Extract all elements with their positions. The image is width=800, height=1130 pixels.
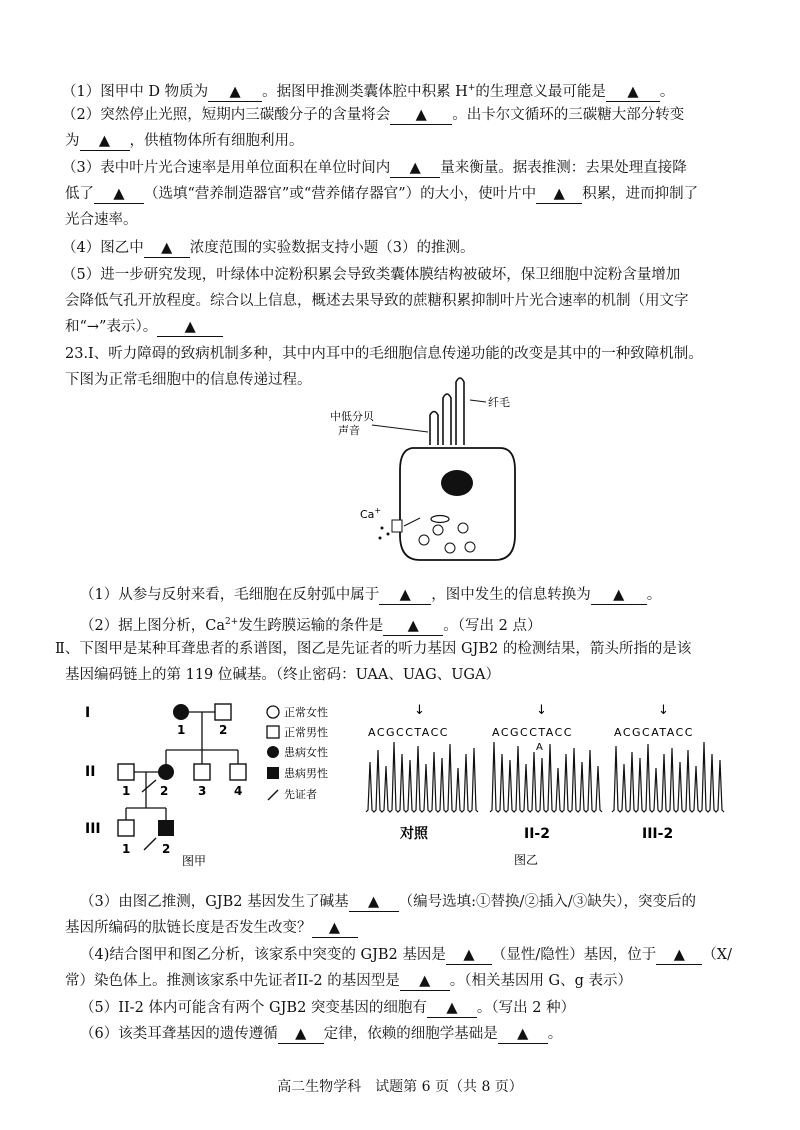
sequencing-figure bbox=[362, 700, 762, 870]
chromatogram-iii2 bbox=[612, 742, 724, 812]
gen-label-1: I bbox=[85, 705, 91, 721]
legend-normal-male: 正常男性 bbox=[284, 726, 328, 739]
answer-blank[interactable]: ▲ bbox=[312, 919, 358, 938]
q22-s3-line3: 光合速率。 bbox=[65, 212, 138, 228]
cilium-1 bbox=[430, 412, 438, 446]
nucleus bbox=[441, 470, 473, 496]
q23-s2: （2）据上图分析，$Ca^{2+}$发生跨膜运输的条件是 ▲ 。（写出 2 点） bbox=[80, 617, 542, 634]
q22-s1: （1）图甲中 D 物质为 ▲ 。据图甲推测类囊体腔中积累 H+的生理意义最可能是 ▲ 。 bbox=[62, 83, 675, 100]
label-cilia: 纤毛 bbox=[488, 396, 510, 409]
answer-blank[interactable]: ▲ bbox=[349, 893, 399, 912]
answer-blank[interactable]: ▲ bbox=[157, 318, 223, 337]
q22-s3-line1: （3）表中叶片光合速率是用单位面积在单位时间内 ▲ 量来衡量。据表推测：去果处理直接降 bbox=[62, 160, 687, 176]
ii1-normal-male bbox=[118, 764, 134, 780]
i1-affected-female bbox=[173, 704, 189, 720]
answer-blank[interactable]: ▲ bbox=[80, 132, 130, 151]
q23-part2-intro-line2: 基因编码链上的第 119 位碱基。（终止密码：UAA、UAG、UGA） bbox=[65, 667, 500, 683]
ii3-normal-male bbox=[194, 764, 210, 780]
ca-ion bbox=[381, 527, 384, 530]
answer-blank[interactable]: ▲ bbox=[400, 972, 450, 991]
q23-s6: （6）该类耳聋基因的遗传遵循 ▲ 定律，依赖的细胞学基础是 ▲ 。 bbox=[80, 1026, 563, 1042]
answer-blank[interactable]: ▲ bbox=[427, 999, 477, 1018]
q23-intro-line1: 23.Ⅰ、听力障碍的致病机制多种，其中内耳中的毛细胞信息传递功能的改变是其中的一种致障机制。 bbox=[65, 346, 703, 362]
ca-ion bbox=[379, 537, 382, 540]
answer-blank[interactable]: ▲ bbox=[498, 1025, 548, 1044]
answer-blank[interactable]: ▲ bbox=[606, 83, 660, 102]
proband-arrow-ii2 bbox=[142, 780, 156, 792]
legend-affected-female-symbol bbox=[267, 746, 279, 758]
gen-label-3: III bbox=[85, 821, 101, 837]
q23-s1: （1）从参与反射来看，毛细胞在反射弧中属于 ▲ ，图中发生的信息转换为 ▲ 。 bbox=[80, 587, 662, 603]
chromatogram-ii2 bbox=[490, 742, 602, 812]
page-footer: 高二生物学科 试题第 6 页（共 8 页） bbox=[277, 1079, 523, 1095]
q22-s5-line3: 和“→”表示）。 ▲ bbox=[65, 315, 755, 340]
answer-blank[interactable]: ▲ bbox=[446, 946, 492, 965]
pedigree-caption: 图甲 bbox=[182, 854, 207, 868]
label-control: 对照 bbox=[400, 826, 428, 842]
arrow-iii2: ↓ bbox=[658, 703, 669, 718]
label-iii2: III-2 bbox=[642, 826, 674, 842]
seq-control: ACGCCTACC bbox=[368, 726, 449, 739]
q23-s4-line1: （4)结合图甲和图乙分析，该家系中突变的 GJB2 基因是 ▲ （显性/隐性）基因，位于 ▲ （X/ bbox=[80, 947, 732, 963]
q22-s2-line1: （2）突然停止光照，短期内三碳酸分子的含量将会 ▲ 。出卡尔文循环的三碳糖大部分转变 bbox=[62, 107, 685, 123]
seq-ii2-extra-base: A bbox=[536, 742, 543, 753]
answer-blank[interactable]: ▲ bbox=[536, 185, 582, 204]
legend-affected-male-symbol bbox=[267, 767, 279, 779]
i2-number: 2 bbox=[219, 723, 228, 737]
legend-affected-male: 患病男性 bbox=[284, 767, 328, 780]
legend-affected-female: 患病女性 bbox=[284, 746, 328, 759]
q23-s3-line2: 基因所编码的肽链长度是否发生改变？ ▲ bbox=[65, 916, 755, 941]
chromatogram-control bbox=[366, 742, 478, 812]
iii1-number: 1 bbox=[122, 842, 131, 856]
arrow-ii2: ↓ bbox=[536, 703, 547, 718]
ii2-affected-female bbox=[158, 764, 174, 780]
i2-normal-male bbox=[215, 704, 231, 720]
q22-s5-line1: （5）进一步研究发现，叶绿体中淀粉积累会导致类囊体膜结构被破坏，保卫细胞中淀粉含量增加 bbox=[62, 267, 681, 283]
trace-control bbox=[366, 703, 478, 842]
pedigree-figure bbox=[80, 690, 370, 870]
legend-normal-female: 正常女性 bbox=[284, 706, 328, 719]
q23-part2-intro-line1: Ⅱ、下图甲是某种耳聋患者的系谱图，图乙是先证者的听力基因 GJB2 的检测结果，箭头所指的是该 bbox=[55, 641, 692, 657]
seq-ii2: ACGCCTACC bbox=[492, 726, 573, 739]
ii4-normal-male bbox=[230, 764, 246, 780]
trace-ii2 bbox=[490, 703, 602, 842]
legend-normal-female-symbol bbox=[267, 706, 279, 718]
legend-proband-symbol bbox=[268, 790, 278, 800]
q23-s4-line2: 常）染色体上。推测该家系中先证者II-2 的基因型是 ▲ 。（相关基因用 G、g 表示） bbox=[65, 973, 633, 989]
q23-intro-line2: 下图为正常毛细胞中的信息传递过程。 bbox=[65, 372, 312, 388]
q22-s3-line2: 低了 ▲ （选填“营养制造器官”或“营养储存器官”）的大小，使叶片中 ▲ 积累，进而抑制了 bbox=[65, 186, 699, 202]
ii1-number: 1 bbox=[122, 784, 131, 798]
cilium-2 bbox=[443, 394, 451, 445]
answer-blank[interactable]: ▲ bbox=[379, 586, 431, 605]
q23-s5: （5）II-2 体内可能含有两个 GJB2 突变基因的细胞有 ▲ 。（写出 2 种） bbox=[80, 1000, 576, 1016]
iii2-affected-male bbox=[158, 820, 174, 836]
answer-blank[interactable]: ▲ bbox=[383, 617, 443, 636]
q22-s2-line2: 为 ▲ ，供植物体所有细胞利用。 bbox=[65, 133, 304, 149]
gen-label-2: II bbox=[85, 764, 96, 780]
q23-s3-line1: （3）由图乙推测，GJB2 基因发生了碱基 ▲ （编号选填:①替换/②插入/③缺失），突变后的 bbox=[80, 894, 697, 910]
legend-normal-male-symbol bbox=[267, 726, 279, 738]
iii1-normal-male bbox=[118, 820, 134, 836]
answer-blank[interactable]: ▲ bbox=[94, 185, 144, 204]
trace-iii2 bbox=[612, 703, 724, 842]
ii2-number: 2 bbox=[160, 784, 169, 798]
sound-pointer-line bbox=[372, 425, 428, 432]
sequencing-caption: 图乙 bbox=[514, 853, 539, 867]
answer-blank[interactable]: ▲ bbox=[278, 1025, 324, 1044]
label-ca: Ca+ bbox=[360, 506, 382, 521]
answer-blank[interactable]: ▲ bbox=[591, 586, 647, 605]
i1-number: 1 bbox=[177, 723, 186, 737]
seq-iii2: ACGCATACC bbox=[614, 726, 694, 739]
label-ii2: II-2 bbox=[524, 826, 550, 842]
label-sound-line2: 声音 bbox=[338, 424, 360, 437]
answer-blank[interactable]: ▲ bbox=[144, 239, 190, 258]
ii4-number: 4 bbox=[234, 784, 243, 798]
q22-s4: （4）图乙中 ▲ 浓度范围的实验数据支持小题（3）的推测。 bbox=[62, 240, 475, 256]
iii2-number: 2 bbox=[162, 842, 171, 856]
answer-blank[interactable]: ▲ bbox=[390, 106, 452, 125]
answer-blank[interactable]: ▲ bbox=[390, 159, 440, 178]
legend-proband: 先证者 bbox=[284, 788, 317, 801]
cell-body bbox=[400, 448, 515, 560]
ca-channel bbox=[392, 520, 402, 532]
arrow-control: ↓ bbox=[414, 703, 425, 718]
ca-ion bbox=[387, 533, 390, 536]
cilia-pointer-line bbox=[470, 400, 486, 402]
answer-blank[interactable]: ▲ bbox=[656, 946, 702, 965]
answer-blank[interactable]: ▲ bbox=[208, 83, 262, 102]
proband-arrow-iii2 bbox=[144, 838, 156, 850]
label-sound-line1: 中低分贝 bbox=[330, 410, 374, 423]
q22-s5-line2: 会降低气孔开放程度。综合以上信息，概述去果导致的蔗糖积累抑制叶片光合速率的机制（用文字 bbox=[65, 293, 689, 309]
hair-cell-figure bbox=[320, 370, 550, 585]
cilium-3 bbox=[456, 378, 464, 445]
ii3-number: 3 bbox=[198, 784, 207, 798]
